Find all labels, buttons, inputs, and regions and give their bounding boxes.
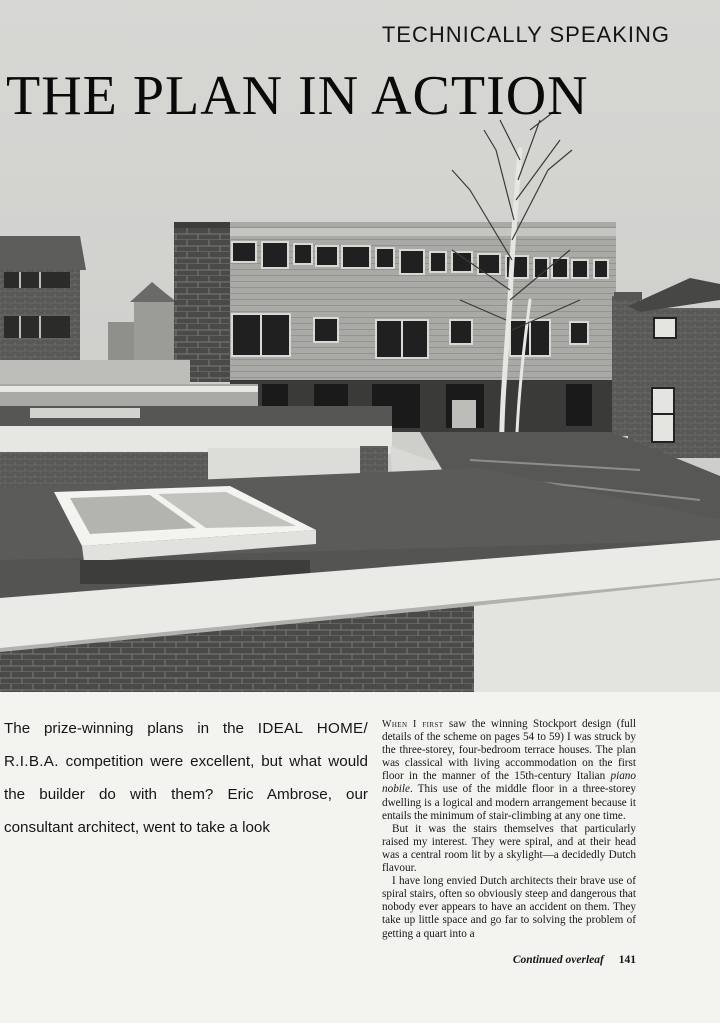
intro-text-before: The prize-winning plans in the — [4, 720, 258, 737]
intro-standfirst — [4, 712, 368, 844]
headline: THE PLAN IN ACTION — [6, 65, 589, 127]
section-label: TECHNICALLY SPEAKING — [381, 22, 670, 47]
continued-overleaf: Continued overleaf — [512, 954, 604, 966]
intro-text-after: competition were excellent, but what would the builder do with them? Eric Ambrose, our consultant architect, went to take a look — [4, 753, 368, 836]
paragraph-1-italic: piano nobile — [382, 770, 636, 796]
paragraph-1-text: saw the winning Stockport design (full details of the scheme on pages 54 to 59) I was struck by the three-storey, four-bedroom terrace houses. The plan was classical with living accommodation on the first floor in the manner of the 15th-century Italian — [382, 718, 636, 783]
paragraph-1-end: . This use of the middle floor in a three-storey dwelling is a logical and modern arrangement because it entails the minimum of stair-climbing at any one time. — [382, 783, 636, 822]
intro-emphasis: IDEAL HOME/ R.I.B.A. — [4, 720, 368, 770]
article-paragraph-1 — [382, 718, 636, 823]
lead-in: When I first — [382, 719, 444, 730]
page-footer — [513, 954, 636, 966]
article-paragraph-2: But it was the stairs themselves that particularly raised my interest. They were spiral, and at their head was a central room lit by a skylight—a decidedly Dutch flavour. — [382, 822, 636, 875]
article-paragraph-3: I have long envied Dutch architects their brave use of spiral stairs, often so obviously steep and dangerous that nobody ever appears to have an accident on them. They take up little space and go far to solving the problem of getting a quart into a — [382, 875, 636, 940]
page-number: 141 — [618, 954, 636, 966]
article-body — [382, 718, 636, 941]
